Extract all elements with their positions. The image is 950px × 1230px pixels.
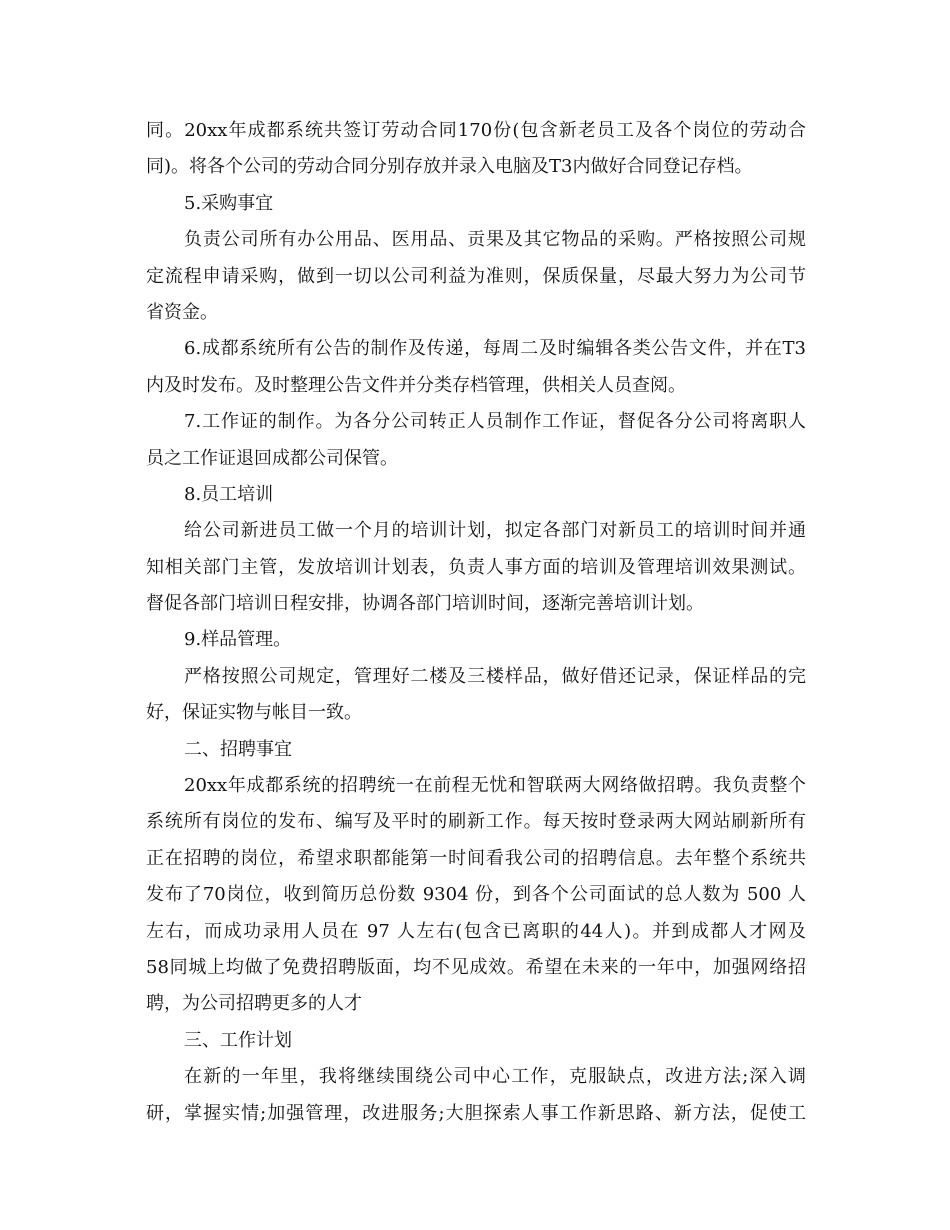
text-line: 发布了70岗位，收到简历总份数 9304 份，到各个公司面试的总人数为 500 人 [146,884,806,906]
text-line: 左右，而成功录用人员在 97 人左右(包含已离职的44人)。并到成都人才网及 [146,920,806,942]
text-line: 58同城上均做了免费招聘版面，均不见成效。希望在未来的一年中，加强网络招 [146,956,806,978]
text-line: 定流程申请采购，做到一切以公司利益为准则，保质保量，尽最大努力为公司节 [146,265,806,287]
text-line: 知相关部门主管，发放培训计划表，负责人事方面的培训及管理培训效果测试。 [146,556,806,578]
text-line: 同。20xx年成都系统共签订劳动合同170份(包含新老员工及各个岗位的劳动合 [146,120,806,141]
text-line: 聘，为公司招聘更多的人才 [146,993,362,1015]
text-line: 在新的一年里，我将继续围绕公司中心工作，克服缺点，改进方法;深入调 [184,1066,806,1088]
text-line: 同)。将各个公司的劳动合同分别存放并录入电脑及T3内做好合同登记存档。 [146,156,753,178]
text-line: 7.工作证的制作。为各分公司转正人员制作工作证，督促各分公司将离职人 [184,411,806,433]
document-body [146,113,806,1132]
text-line: 8.员工培训 [184,483,274,505]
text-line: 系统所有岗位的发布、编写及平时的刷新工作。每天按时登录两大网站刷新所有 [146,811,806,833]
text-line: 20xx年成都系统的招聘统一在前程无忧和智联两大网络做招聘。我负责整个 [184,775,806,797]
text-line: 研，掌握实情;加强管理，改进服务;大胆探索人事工作新思路、新方法，促使工 [146,1102,806,1124]
text-line: 内及时发布。及时整理公告文件并分类存档管理，供相关人员查阅。 [146,374,686,396]
text-line: 6.成都系统所有公告的制作及传递，每周二及时编辑各类公告文件，并在T3 [184,338,806,360]
text-line: 三、工作计划 [184,1029,292,1051]
text-line: 省资金。 [146,301,218,323]
text-line: 给公司新进员工做一个月的培训计划，拟定各部门对新员工的培训时间并通 [184,520,806,542]
text-line: 员之工作证退回成都公司保管。 [146,447,398,469]
text-line: 负责公司所有办公用品、医用品、贡果及其它物品的采购。严格按照公司规 [184,229,806,251]
text-line: 二、招聘事宜 [184,738,292,760]
text-line: 5.采购事宜 [184,192,274,214]
text-line: 严格按照公司规定，管理好二楼及三楼样品，做好借还记录，保证样品的完 [184,665,806,687]
text-line: 督促各部门培训日程安排，协调各部门培训时间，逐渐完善培训计划。 [146,593,704,615]
text-line: 好，保证实物与帐目一致。 [146,702,362,724]
text-line: 正在招聘的岗位，希望求职都能第一时间看我公司的招聘信息。去年整个系统共 [146,847,806,869]
text-line: 9.样品管理。 [184,629,292,651]
